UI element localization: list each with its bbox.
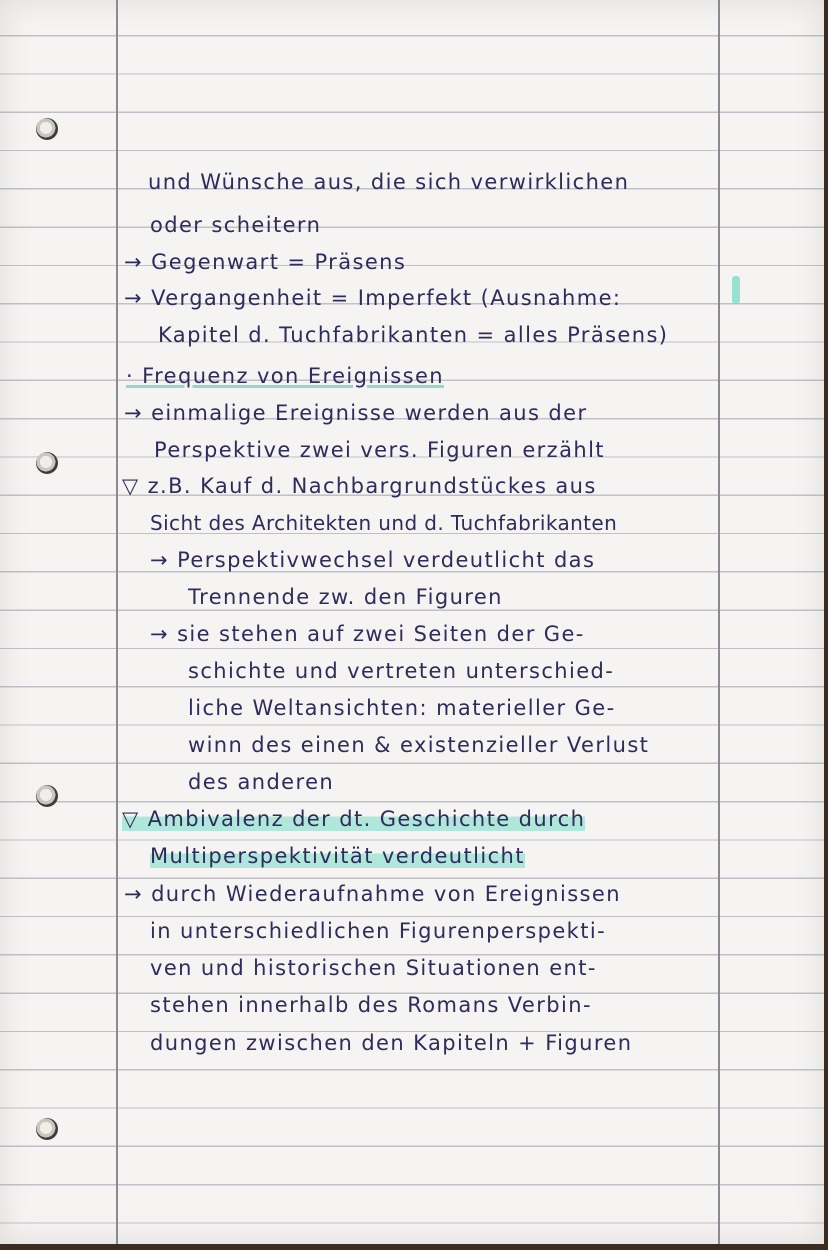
right-margin-line [718, 0, 720, 1244]
note-line: → einmalige Ereignisse werden aus der [124, 401, 588, 425]
note-line: in unterschiedlichen Figurenperspekti- [150, 919, 607, 943]
highlighted-line: ▽ Ambivalenz der dt. Geschichte durch [122, 807, 586, 831]
note-line: Kapitel d. Tuchfabrikanten = alles Präsens) [158, 323, 669, 347]
note-line: dungen zwischen den Kapiteln + Figuren [150, 1031, 633, 1055]
note-line: oder scheitern [150, 213, 322, 237]
note-line: → sie stehen auf zwei Seiten der Ge- [150, 622, 585, 646]
punch-hole [36, 452, 58, 474]
note-line: → Vergangenheit = Imperfekt (Ausnahme: [124, 286, 622, 310]
punch-hole [36, 1118, 58, 1140]
note-line: Trennende zw. den Figuren [188, 585, 503, 609]
note-line: und Wünsche aus, die sich verwirklichen [148, 170, 630, 194]
note-line: ven und historischen Situationen ent- [150, 956, 597, 980]
note-line: Sicht des Architekten und d. Tuchfabrikanten [150, 511, 618, 535]
note-line: winn des einen & existenzieller Verlust [188, 733, 650, 757]
note-line: Perspektive zwei vers. Figuren erzählt [154, 438, 605, 462]
note-line: ▽ z.B. Kauf d. Nachbargrundstückes aus [122, 474, 597, 498]
note-line: des anderen [188, 770, 335, 794]
note-line: schichte und vertreten unterschied- [188, 659, 615, 683]
note-line: stehen innerhalb des Romans Verbin- [150, 993, 592, 1017]
note-line: → Gegenwart = Präsens [124, 250, 407, 274]
highlighted-line: Multiperspektivität verdeutlicht [150, 844, 525, 868]
highlighter-mark [732, 276, 740, 304]
punch-hole [36, 785, 58, 807]
punch-hole [36, 118, 58, 140]
left-margin-line [116, 0, 118, 1244]
note-line: → Perspektivwechsel verdeutlicht das [150, 548, 596, 572]
section-heading: · Frequenz von Ereignissen [126, 364, 445, 388]
note-line: liche Weltansichten: materieller Ge- [188, 696, 616, 720]
note-line: → durch Wiederaufnahme von Ereignissen [124, 882, 621, 906]
